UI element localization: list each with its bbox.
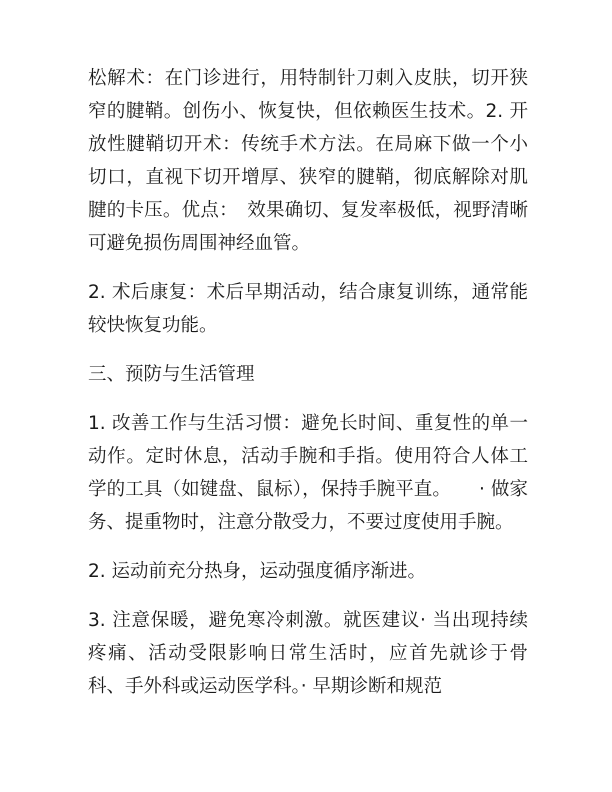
- paragraph-warmth-medical-advice: 3. 注意保暖，避免寒冷刺激。就医建议· 当出现持续疼痛、活动受限影响日常生活时，应首先就诊于骨科、手外科或运动医学科。· 早期诊断和规范: [88, 610, 528, 697]
- paragraph-warmup: 2. 运动前充分热身，运动强度循序渐进。: [88, 561, 427, 582]
- paragraph-postop-rehab: 2. 术后康复：术后早期活动，结合康复训练，通常能较快恢复功能。: [88, 282, 528, 336]
- section-heading-prevention: 三、预防与生活管理: [88, 364, 255, 385]
- paragraph-habits: 1. 改善工作与生活习惯：避免长时间、重复性的单一动作。定时休息，活动手腕和手指。使用符合人体工学的工具（如键盘、鼠标），保持手腕平直。 · 做家务、提重物时，注意分散受力，不要过度使用手腕。: [88, 413, 528, 533]
- document-body: [88, 62, 528, 719]
- paragraph-surgery-methods: 松解术：在门诊进行，用特制针刀刺入皮肤，切开狭窄的腱鞘。创伤小、恢复快，但依赖医生技术。2. 开放性腱鞘切开术：传统手术方法。在局麻下做一个小切口，直视下切开增厚、狭窄的腱鞘，彻底解除对肌腱的卡压。优点： 效果确切、复发率极低，视野清晰可避免损伤周围神经血管。: [88, 68, 528, 254]
